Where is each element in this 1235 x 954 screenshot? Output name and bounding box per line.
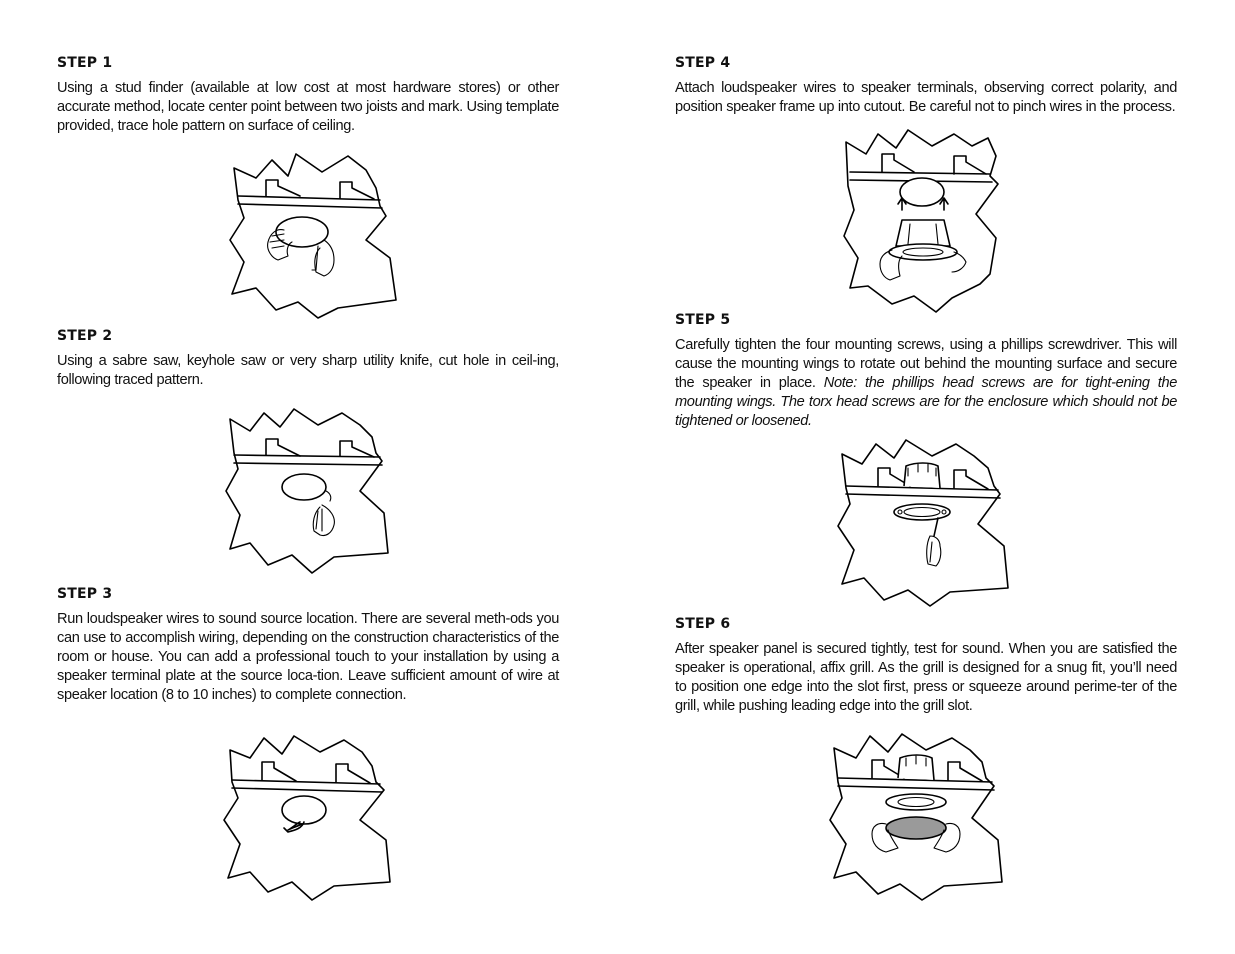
step-1-text: Using a stud finder (available at low cost at most hardware stores) or other accurate method, locate center point between two joists and mark. Using template provided, trace hole pattern on surface of ceiling. [57,80,559,134]
step-6-text: After speaker panel is secured tightly, test for sound. When you are satisfied the speaker is operational, affix grill. As the grill is designed for a snug fit, you’ll need to position one edge into the slot first, press or squeeze around perime-ter of the grill, while pushing leading edge into the grill slot. [675,641,1177,714]
step-6 [675,616,1177,716]
step-5-note: Note: the phillips head screws are for tight-ening the mounting wings. The torx head screws are for the enclosure which should not be tightened or loosened. [675,375,1177,429]
step-2 [57,328,559,390]
step-4-heading: STEP 4 [675,55,731,71]
ceiling-wires-icon [220,732,396,902]
step-1 [57,55,559,136]
step-3 [57,586,559,705]
affix-grill-icon [826,732,1008,902]
step-5 [675,312,1177,431]
step-5-text [675,336,1177,431]
speaker-insert-icon [840,128,1000,314]
step-2-heading: STEP 2 [57,328,113,344]
ceiling-trace-hole-icon [226,150,402,322]
step-6-heading: STEP 6 [675,616,731,632]
step-4 [675,55,1177,117]
tighten-screws-icon [834,438,1014,610]
step-3-heading: STEP 3 [57,586,113,602]
step-4-text: Attach loudspeaker wires to speaker terminals, observing correct polarity, and position speaker frame up into cutout. Be careful not to pinch wires in the process. [675,80,1177,115]
step-1-heading: STEP 1 [57,55,113,71]
step-2-text: Using a sabre saw, keyhole saw or very sharp utility knife, cut hole in ceil-ing, following traced pattern. [57,353,559,388]
step-3-text: Run loudspeaker wires to sound source location. There are several meth-ods you can use to accomplish wiring, depending on the construction characteristics of the room or house. You can add a professional touch to your installation by using a speaker terminal plate at the source loca-tion. Leave sufficient amount of wire at speaker location (8 to 10 inches) to complete connection. [57,611,559,703]
step-5-main-text: Carefully tighten the four mounting screws, using a phillips screwdriver. This will cause the mounting wings to rotate out behind the mounting surface and secure the speaker in place. [675,337,1177,391]
step-5-heading: STEP 5 [675,312,731,328]
ceiling-cut-hole-icon [222,405,392,575]
